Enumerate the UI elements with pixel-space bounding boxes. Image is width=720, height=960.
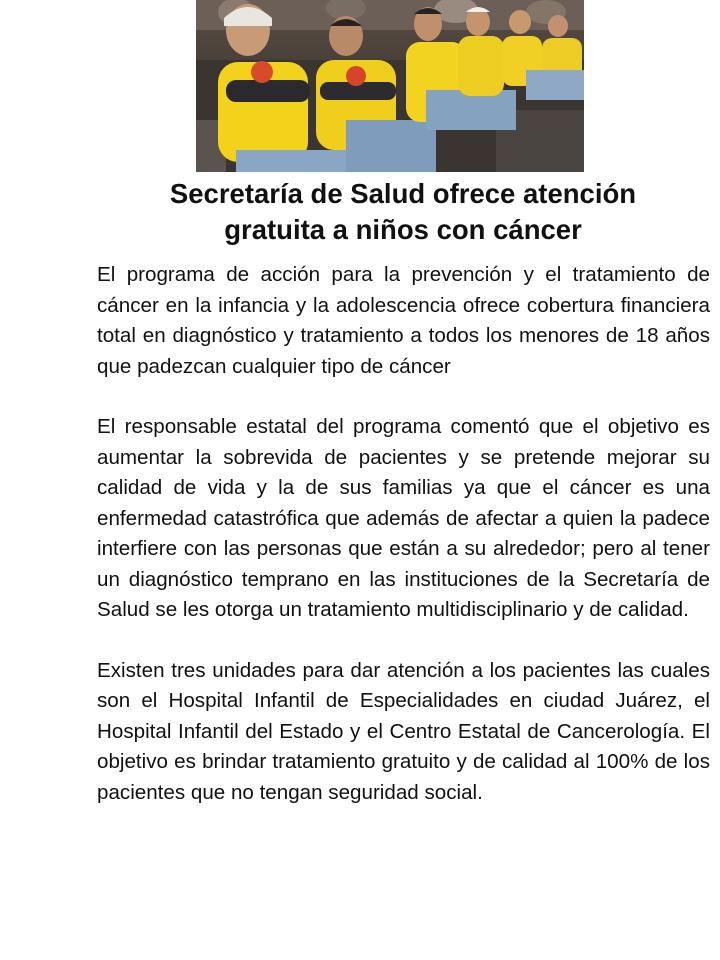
headline-line-2: gratuita a niños con cáncer	[224, 214, 582, 245]
article-paragraph-2: El responsable estatal del programa comentó que el objetivo es aumentar la sobrevida de pacientes y se pretende mejorar su calidad de vida y la de sus familias ya que el cáncer es una enfermedad catastrófica que además de afectar a quien la padece interfiere con las personas que están a su alrededor; pero al tener un diagnóstico temprano en las instituciones de la Secretaría de Salud se les otorga un tratamiento multidisciplinario y de calidad.	[97, 415, 710, 621]
article-body	[97, 260, 710, 838]
headline-line-1: Secretaría de Salud ofrece atención	[169, 178, 637, 209]
article-paragraph-3: Existen tres unidades para dar atención a los pacientes las cuales son el Hospital Infantil de Especialidades en ciudad Juárez, el Hospital Infantil del Estado y el Centro Estatal de Cancerología. El objetivo es brindar tratamiento gratuito y de calidad al 100% de los pacientes que no tengan seguridad social.	[97, 658, 710, 804]
article-photo	[196, 0, 584, 172]
children-in-auditorium-photo	[196, 0, 584, 172]
article-paragraph-1: El programa de acción para la prevención y el tratamiento de cáncer en la infancia y la adolescencia ofrece cobertura financiera total en diagnóstico y tratamiento a todos los menores de 18 años que padezcan cualquier tipo de cáncer	[97, 263, 710, 378]
page-title	[96, 172, 710, 248]
